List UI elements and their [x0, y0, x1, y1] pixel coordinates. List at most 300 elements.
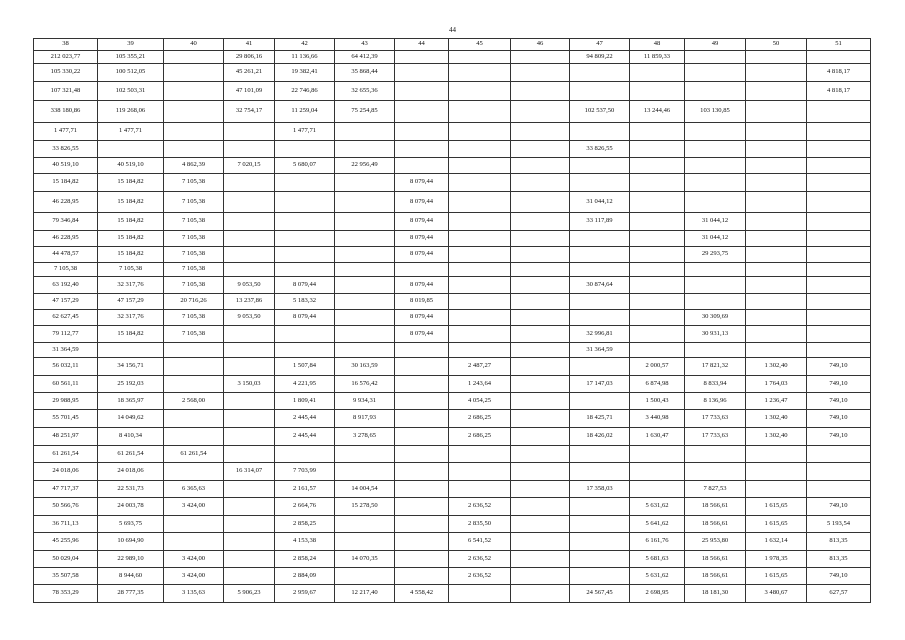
table-cell	[685, 192, 746, 213]
table-cell: 749,10	[807, 568, 871, 585]
table-cell	[511, 498, 570, 516]
table-cell: 5 681,63	[630, 551, 685, 568]
table-cell: 8 410,34	[98, 428, 164, 446]
table-cell: 35 868,44	[335, 64, 395, 82]
table-cell: 94 809,22	[570, 51, 630, 64]
table-row	[34, 463, 871, 481]
table-cell	[511, 410, 570, 428]
table-cell: 2 858,24	[275, 551, 335, 568]
table-cell: 1 302,40	[746, 358, 807, 376]
table-cell	[395, 376, 449, 393]
table-cell: 2 000,57	[630, 358, 685, 376]
table-cell	[335, 192, 395, 213]
table-row	[34, 277, 871, 294]
table-cell	[807, 158, 871, 174]
table-cell	[570, 294, 630, 310]
table-cell	[449, 343, 511, 358]
table-cell: 5 193,54	[807, 516, 871, 533]
table-cell	[164, 516, 224, 533]
table-cell	[511, 277, 570, 294]
table-cell	[630, 213, 685, 231]
table-cell: 4 054,25	[449, 393, 511, 410]
table-cell	[630, 192, 685, 213]
table-row	[34, 174, 871, 192]
table-cell: 9 053,50	[224, 310, 275, 326]
table-cell	[746, 277, 807, 294]
table-cell: 45 255,96	[34, 533, 98, 551]
table-cell	[275, 213, 335, 231]
table-cell	[395, 123, 449, 141]
table-cell: 32 996,81	[570, 326, 630, 343]
table-cell: 105 330,22	[34, 64, 98, 82]
table-cell: 2 445,44	[275, 428, 335, 446]
table-cell	[746, 446, 807, 463]
table-cell: 31 364,59	[570, 343, 630, 358]
table-cell: 33 826,55	[34, 141, 98, 158]
table-cell	[630, 326, 685, 343]
table-cell	[746, 158, 807, 174]
table-cell	[335, 141, 395, 158]
table-cell: 1 764,03	[746, 376, 807, 393]
table-cell	[630, 231, 685, 247]
table-cell: 8 917,93	[335, 410, 395, 428]
table-cell: 7 105,38	[34, 263, 98, 277]
table-cell	[449, 141, 511, 158]
table-cell: 40 519,10	[98, 158, 164, 174]
table-cell: 1 507,84	[275, 358, 335, 376]
table-cell: 1 978,35	[746, 551, 807, 568]
table-body	[34, 51, 871, 603]
table-cell: 25 953,80	[685, 533, 746, 551]
table-cell	[570, 568, 630, 585]
table-cell	[224, 192, 275, 213]
table-cell: 35 507,58	[34, 568, 98, 585]
table-cell: 2 487,27	[449, 358, 511, 376]
table-cell	[746, 174, 807, 192]
table-cell	[98, 343, 164, 358]
table-cell: 2 835,50	[449, 516, 511, 533]
table-cell: 30 163,59	[335, 358, 395, 376]
table-cell: 8 019,85	[395, 294, 449, 310]
table-cell: 3 480,67	[746, 585, 807, 603]
table-cell: 31 044,12	[685, 231, 746, 247]
table-cell: 31 364,59	[34, 343, 98, 358]
table-cell	[630, 247, 685, 263]
table-cell: 15 184,82	[98, 247, 164, 263]
table-cell: 11 136,66	[275, 51, 335, 64]
table-cell: 1 809,41	[275, 393, 335, 410]
table-cell	[224, 568, 275, 585]
table-cell: 749,10	[807, 498, 871, 516]
table-cell: 33 117,89	[570, 213, 630, 231]
table-cell: 8 079,44	[395, 277, 449, 294]
table-cell: 1 477,71	[275, 123, 335, 141]
table-cell: 1 236,47	[746, 393, 807, 410]
table-cell	[511, 158, 570, 174]
table-cell	[807, 213, 871, 231]
table-cell: 7 827,53	[685, 481, 746, 498]
table-row	[34, 498, 871, 516]
table-cell: 17 147,03	[570, 376, 630, 393]
table-cell: 47 157,29	[34, 294, 98, 310]
column-header: 41	[224, 39, 275, 51]
table-cell: 13 237,86	[224, 294, 275, 310]
table-cell: 212 023,77	[34, 51, 98, 64]
table-cell	[511, 376, 570, 393]
table-cell: 4 818,17	[807, 82, 871, 101]
table-cell	[449, 123, 511, 141]
table-cell: 1 302,40	[746, 428, 807, 446]
table-cell	[807, 192, 871, 213]
table-cell	[511, 51, 570, 64]
table-cell: 8 079,44	[275, 277, 335, 294]
table-cell	[570, 498, 630, 516]
column-header: 48	[630, 39, 685, 51]
table-cell	[511, 326, 570, 343]
table-cell: 2 686,25	[449, 410, 511, 428]
table-cell	[807, 343, 871, 358]
table-cell: 14 070,35	[335, 551, 395, 568]
table-cell: 15 184,82	[98, 213, 164, 231]
table-cell	[746, 213, 807, 231]
column-header: 42	[275, 39, 335, 51]
table-cell: 14 049,62	[98, 410, 164, 428]
table-cell	[807, 277, 871, 294]
column-header: 51	[807, 39, 871, 51]
table-cell: 64 412,39	[335, 51, 395, 64]
table-cell	[449, 192, 511, 213]
table-cell	[335, 263, 395, 277]
table-cell	[449, 158, 511, 174]
table-cell	[449, 463, 511, 481]
table-cell	[335, 174, 395, 192]
table-cell	[224, 123, 275, 141]
table-cell: 749,10	[807, 376, 871, 393]
table-cell: 627,57	[807, 585, 871, 603]
table-cell	[570, 551, 630, 568]
table-cell	[511, 428, 570, 446]
table-cell	[511, 343, 570, 358]
table-cell	[275, 326, 335, 343]
table-cell: 14 004,54	[335, 481, 395, 498]
table-cell: 47 101,09	[224, 82, 275, 101]
table-cell	[807, 326, 871, 343]
table-row	[34, 428, 871, 446]
table-cell: 2 959,67	[275, 585, 335, 603]
table-cell	[395, 568, 449, 585]
table-cell: 749,10	[807, 358, 871, 376]
table-cell	[511, 533, 570, 551]
table-cell: 31 044,12	[570, 192, 630, 213]
table-cell	[224, 551, 275, 568]
table-cell	[511, 64, 570, 82]
table-cell	[570, 533, 630, 551]
table-cell: 119 268,06	[98, 101, 164, 123]
table-cell	[685, 463, 746, 481]
table-cell: 5 641,62	[630, 516, 685, 533]
table-cell: 6 541,52	[449, 533, 511, 551]
table-cell: 79 346,84	[34, 213, 98, 231]
table-cell	[511, 82, 570, 101]
table-row	[34, 231, 871, 247]
table-cell: 55 701,45	[34, 410, 98, 428]
table-cell: 17 733,63	[685, 410, 746, 428]
table-cell	[395, 82, 449, 101]
table-cell	[511, 463, 570, 481]
data-table	[33, 38, 871, 603]
table-cell: 25 192,03	[98, 376, 164, 393]
table-cell	[395, 533, 449, 551]
table-row	[34, 247, 871, 263]
table-cell	[511, 141, 570, 158]
table-cell: 7 105,38	[164, 247, 224, 263]
table-cell	[224, 263, 275, 277]
table-cell	[335, 231, 395, 247]
table-cell	[395, 498, 449, 516]
table-cell: 1 632,14	[746, 533, 807, 551]
table-cell: 2 686,25	[449, 428, 511, 446]
table-cell: 1 630,47	[630, 428, 685, 446]
table-cell	[395, 393, 449, 410]
table-cell: 103 130,85	[685, 101, 746, 123]
table-row	[34, 64, 871, 82]
table-cell	[511, 247, 570, 263]
table-cell	[449, 174, 511, 192]
header-row	[34, 39, 871, 51]
table-row	[34, 326, 871, 343]
table-cell	[449, 82, 511, 101]
table-cell: 749,10	[807, 410, 871, 428]
column-header: 38	[34, 39, 98, 51]
table-cell	[807, 141, 871, 158]
table-row	[34, 481, 871, 498]
table-cell: 6 365,63	[164, 481, 224, 498]
table-cell	[335, 533, 395, 551]
table-cell	[395, 410, 449, 428]
table-cell: 78 353,29	[34, 585, 98, 603]
table-cell: 24 003,78	[98, 498, 164, 516]
table-cell: 2 884,09	[275, 568, 335, 585]
table-cell	[275, 446, 335, 463]
column-header: 43	[335, 39, 395, 51]
table-cell	[224, 213, 275, 231]
table-cell	[395, 516, 449, 533]
table-cell: 22 746,86	[275, 82, 335, 101]
table-row	[34, 82, 871, 101]
table-cell	[511, 358, 570, 376]
table-cell	[746, 263, 807, 277]
table-cell	[164, 358, 224, 376]
table-cell	[224, 247, 275, 263]
table-row	[34, 393, 871, 410]
table-cell	[511, 231, 570, 247]
table-cell: 8 079,44	[395, 213, 449, 231]
table-cell: 2 698,95	[630, 585, 685, 603]
table-cell: 15 184,82	[98, 326, 164, 343]
table-cell: 2 664,76	[275, 498, 335, 516]
table-cell	[511, 481, 570, 498]
table-cell	[98, 141, 164, 158]
table-cell: 50 566,76	[34, 498, 98, 516]
table-row	[34, 141, 871, 158]
table-cell: 24 567,45	[570, 585, 630, 603]
table-cell	[511, 585, 570, 603]
table-cell	[570, 123, 630, 141]
table-cell	[570, 82, 630, 101]
table-cell	[275, 141, 335, 158]
table-cell: 18 365,97	[98, 393, 164, 410]
table-cell	[511, 101, 570, 123]
table-cell	[224, 231, 275, 247]
table-cell: 1 615,65	[746, 568, 807, 585]
table-cell: 50 029,04	[34, 551, 98, 568]
table-cell	[395, 158, 449, 174]
table-cell	[807, 51, 871, 64]
table-cell: 7 105,38	[164, 192, 224, 213]
table-cell	[164, 51, 224, 64]
table-cell	[807, 101, 871, 123]
table-cell	[511, 310, 570, 326]
table-cell: 7 105,38	[98, 263, 164, 277]
table-cell: 1 302,40	[746, 410, 807, 428]
table-row	[34, 123, 871, 141]
table-cell: 12 217,40	[335, 585, 395, 603]
table-cell: 3 424,00	[164, 568, 224, 585]
table-cell: 29 988,95	[34, 393, 98, 410]
table-cell	[164, 101, 224, 123]
table-cell	[164, 463, 224, 481]
table-cell	[685, 158, 746, 174]
table-cell	[746, 82, 807, 101]
table-cell	[746, 231, 807, 247]
table-cell	[449, 481, 511, 498]
table-cell: 4 153,38	[275, 533, 335, 551]
page-number: 44	[449, 26, 456, 34]
table-cell	[630, 141, 685, 158]
table-cell	[807, 174, 871, 192]
table-cell	[630, 310, 685, 326]
table-cell: 2 568,00	[164, 393, 224, 410]
table-cell: 32 655,36	[335, 82, 395, 101]
table-cell	[570, 64, 630, 82]
table-cell: 8 136,96	[685, 393, 746, 410]
table-row	[34, 213, 871, 231]
table-cell: 45 261,21	[224, 64, 275, 82]
table-cell: 338 180,86	[34, 101, 98, 123]
table-cell	[395, 463, 449, 481]
table-cell	[275, 263, 335, 277]
table-cell: 32 317,76	[98, 310, 164, 326]
table-cell: 32 317,76	[98, 277, 164, 294]
table-cell	[685, 446, 746, 463]
table-cell: 6 161,76	[630, 533, 685, 551]
table-cell: 1 243,64	[449, 376, 511, 393]
table-cell: 15 184,82	[98, 174, 164, 192]
table-cell: 5 906,23	[224, 585, 275, 603]
table-cell	[807, 263, 871, 277]
table-cell	[335, 568, 395, 585]
table-cell	[570, 463, 630, 481]
table-row	[34, 192, 871, 213]
table-cell: 102 537,50	[570, 101, 630, 123]
table-cell: 107 321,48	[34, 82, 98, 101]
table-cell	[630, 174, 685, 192]
table-cell	[275, 247, 335, 263]
table-cell: 79 112,77	[34, 326, 98, 343]
table-cell: 105 355,21	[98, 51, 164, 64]
table-cell: 7 020,15	[224, 158, 275, 174]
table-cell	[685, 123, 746, 141]
table-cell: 8 079,44	[395, 174, 449, 192]
table-cell: 5 693,75	[98, 516, 164, 533]
table-cell	[224, 358, 275, 376]
table-cell: 56 032,11	[34, 358, 98, 376]
table-cell	[746, 247, 807, 263]
table-cell: 1 500,43	[630, 393, 685, 410]
column-header: 49	[685, 39, 746, 51]
table-row	[34, 343, 871, 358]
table-cell: 5 680,07	[275, 158, 335, 174]
table-cell	[449, 231, 511, 247]
table-cell: 17 733,63	[685, 428, 746, 446]
table-cell	[570, 310, 630, 326]
column-header: 46	[511, 39, 570, 51]
table-cell	[224, 393, 275, 410]
table-cell: 8 079,44	[395, 310, 449, 326]
table-cell	[449, 51, 511, 64]
table-cell	[807, 310, 871, 326]
table-cell: 5 631,62	[630, 498, 685, 516]
table-cell	[224, 343, 275, 358]
table-cell: 22 989,10	[98, 551, 164, 568]
table-cell	[570, 247, 630, 263]
table-cell: 19 382,41	[275, 64, 335, 82]
table-cell: 3 135,63	[164, 585, 224, 603]
table-cell	[746, 326, 807, 343]
table-cell: 28 777,35	[98, 585, 164, 603]
table-cell	[224, 481, 275, 498]
table-cell: 102 503,31	[98, 82, 164, 101]
table-row	[34, 310, 871, 326]
table-cell	[275, 231, 335, 247]
table-cell: 24 018,06	[98, 463, 164, 481]
table-cell: 749,10	[807, 428, 871, 446]
table-cell	[395, 358, 449, 376]
table-cell	[449, 64, 511, 82]
table-cell: 34 156,71	[98, 358, 164, 376]
table-cell	[630, 343, 685, 358]
table-cell: 61 261,54	[34, 446, 98, 463]
table-cell: 46 228,95	[34, 192, 98, 213]
table-cell	[685, 51, 746, 64]
table-row	[34, 551, 871, 568]
table-cell	[511, 446, 570, 463]
table-cell	[449, 294, 511, 310]
table-cell	[746, 64, 807, 82]
table-cell: 31 044,12	[685, 213, 746, 231]
table-cell	[449, 213, 511, 231]
column-header: 44	[395, 39, 449, 51]
table-cell	[224, 533, 275, 551]
table-cell	[335, 294, 395, 310]
table-cell	[511, 393, 570, 410]
table-cell	[164, 376, 224, 393]
table-cell: 22 956,49	[335, 158, 395, 174]
table-cell: 48 251,97	[34, 428, 98, 446]
table-cell	[449, 585, 511, 603]
table-cell	[511, 123, 570, 141]
table-cell	[335, 123, 395, 141]
